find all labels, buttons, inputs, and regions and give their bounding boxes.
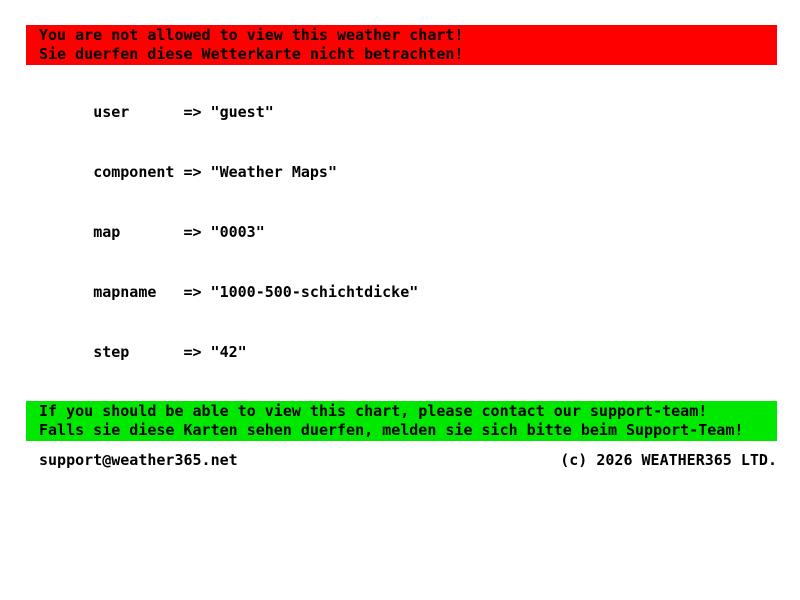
error-line-en: You are not allowed to view this weather chart! — [39, 26, 464, 44]
param-value-map: "0003" — [210, 223, 265, 241]
copyright: (c) 2026 WEATHER365 LTD. — [560, 451, 777, 469]
arrow-glyph: => — [183, 103, 202, 121]
arrow-glyph: => — [183, 223, 202, 241]
error-banner — [26, 25, 777, 65]
param-row-step — [39, 322, 777, 382]
arrow-glyph: => — [183, 163, 202, 181]
error-line-de: Sie duerfen diese Wetterkarte nicht betrachten! — [39, 45, 464, 63]
arrow-glyph: => — [183, 283, 202, 301]
access-denied-page — [26, 0, 777, 470]
param-value-step: "42" — [210, 343, 247, 361]
param-row-user — [39, 82, 777, 142]
param-value-component: "Weather Maps" — [210, 163, 337, 181]
param-key-user: user — [93, 103, 130, 121]
support-line-en: If you should be able to view this chart, please contact our support-team! — [39, 402, 708, 420]
param-key-mapname: mapname — [93, 283, 157, 301]
footer — [26, 450, 777, 470]
param-row-map — [39, 202, 777, 262]
param-key-component: component — [93, 163, 175, 181]
param-key-step: step — [93, 343, 130, 361]
support-line-de: Falls sie diese Karten sehen duerfen, melden sie sich bitte beim Support-Team! — [39, 421, 744, 439]
support-email: support@weather365.net — [39, 451, 238, 469]
param-value-mapname: "1000-500-schichtdicke" — [210, 283, 419, 301]
param-row-component — [39, 142, 777, 202]
param-value-user: "guest" — [210, 103, 274, 121]
request-params — [39, 82, 777, 382]
arrow-glyph: => — [183, 343, 202, 361]
support-banner — [26, 401, 777, 441]
param-row-mapname — [39, 262, 777, 322]
param-key-map: map — [93, 223, 121, 241]
